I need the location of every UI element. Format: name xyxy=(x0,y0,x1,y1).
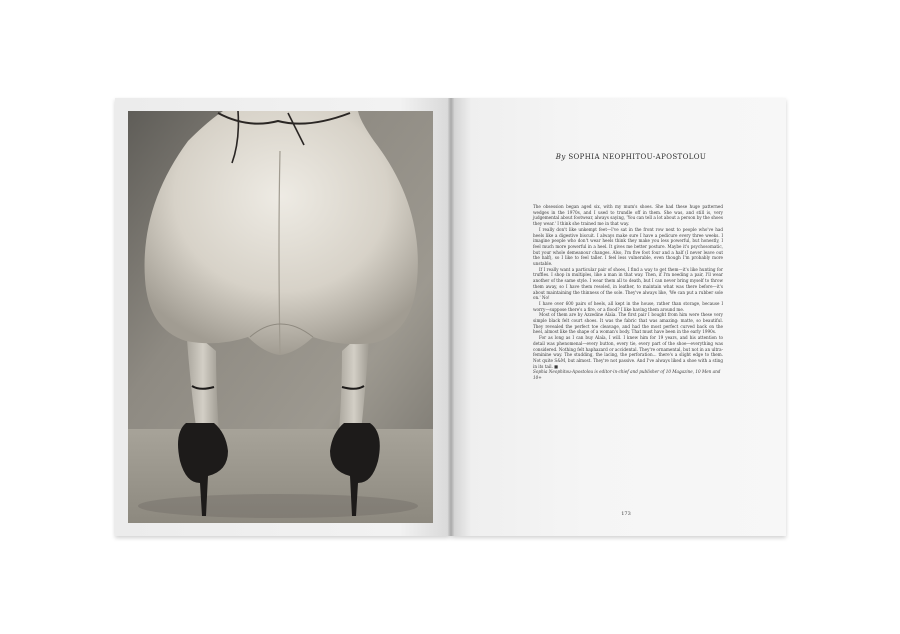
article-body xyxy=(533,204,723,381)
byline-author: SOPHIA NEOPHITOU-APOSTOLOU xyxy=(568,153,707,161)
paragraph: The obsession began aged six, with my mum's shoes. She had these huge patterned wedges in the 1970s, and I used to trundle off in them. She was, and still is, very judgemental about footwear, always saying, 'You can tell a lot about a person by the shoes they wear.' I think she trained me in that way. xyxy=(533,204,723,227)
paragraph: If I really want a particular pair of shoes, I find a way to get them—it's like hunting for truffles. I shop in multiples, like a man in that way. Then, if I'm needing a pair, I'll wear another of the same style. I wear them all to death, but I can never bring myself to throw them away, so I have them resoled, in leather, to maintain what was there before—it's about maintaining the thinness of the sole. They've always like, 'We can put a rubber sole on.' No! xyxy=(533,266,723,301)
right-page xyxy=(451,98,786,536)
page-number: 173 xyxy=(621,511,631,517)
fashion-photograph xyxy=(128,111,433,523)
author-credit: Sophia Neophitou-Apostolou is editor-in-chief and publisher of 10 Magazine, 10 Men and 10+ xyxy=(533,369,721,381)
left-page xyxy=(115,98,450,536)
paragraph: I have over 600 pairs of heels, all kept in the house, rather than storage, because I worry—suppose there's a fire, or a flood? I like having them around me. xyxy=(533,300,723,312)
spine-gutter xyxy=(448,98,454,536)
paragraph: I really don't like unkempt feet—I've sat in the front row next to people who've had heels like a digestive biscuit. I always make sure I have a pedicure every three weeks. I imagine people who don't wear heels think they make you less powerful, but honestly, I feel much more powerful in a heel. It gives me better posture. Maybe it's psychosomatic, but your whole demeanour changes. Also, I'm five foot four and a half (I never leave out the half), so I like to feel taller. I feel less vulnerable, even though I'm probably more unstable. xyxy=(533,226,723,267)
byline xyxy=(531,153,731,161)
magazine-spread xyxy=(115,98,786,536)
paragraph: Most of them are by Azzedine Alaïa. The first pair I bought from him were these very simple black felt court shoes. It was the fabric that was amazing: matte, so beautiful. They revealed the perfect toe cleavage, and had the most perfect curved back on the heel, almost like the shape of a woman's body. That must have been in the early 1990s. xyxy=(533,312,723,335)
paragraph: For as long as I can buy Alaïa, I will. I knew him for 19 years, and his attention to detail was phenomenal—every button, every tie, every part of the shoe—everything was considered. Nothing felt haphazard or accidental. They're ornamental, but not in an ultra-feminine way. The studding, the lacing, the perforation... there's a slight edge to them. Not quite S&M, but almost. They're not passive. And I've always liked a shoe with a sting in its tail. ■ xyxy=(533,335,723,369)
byline-by: By xyxy=(555,153,566,161)
